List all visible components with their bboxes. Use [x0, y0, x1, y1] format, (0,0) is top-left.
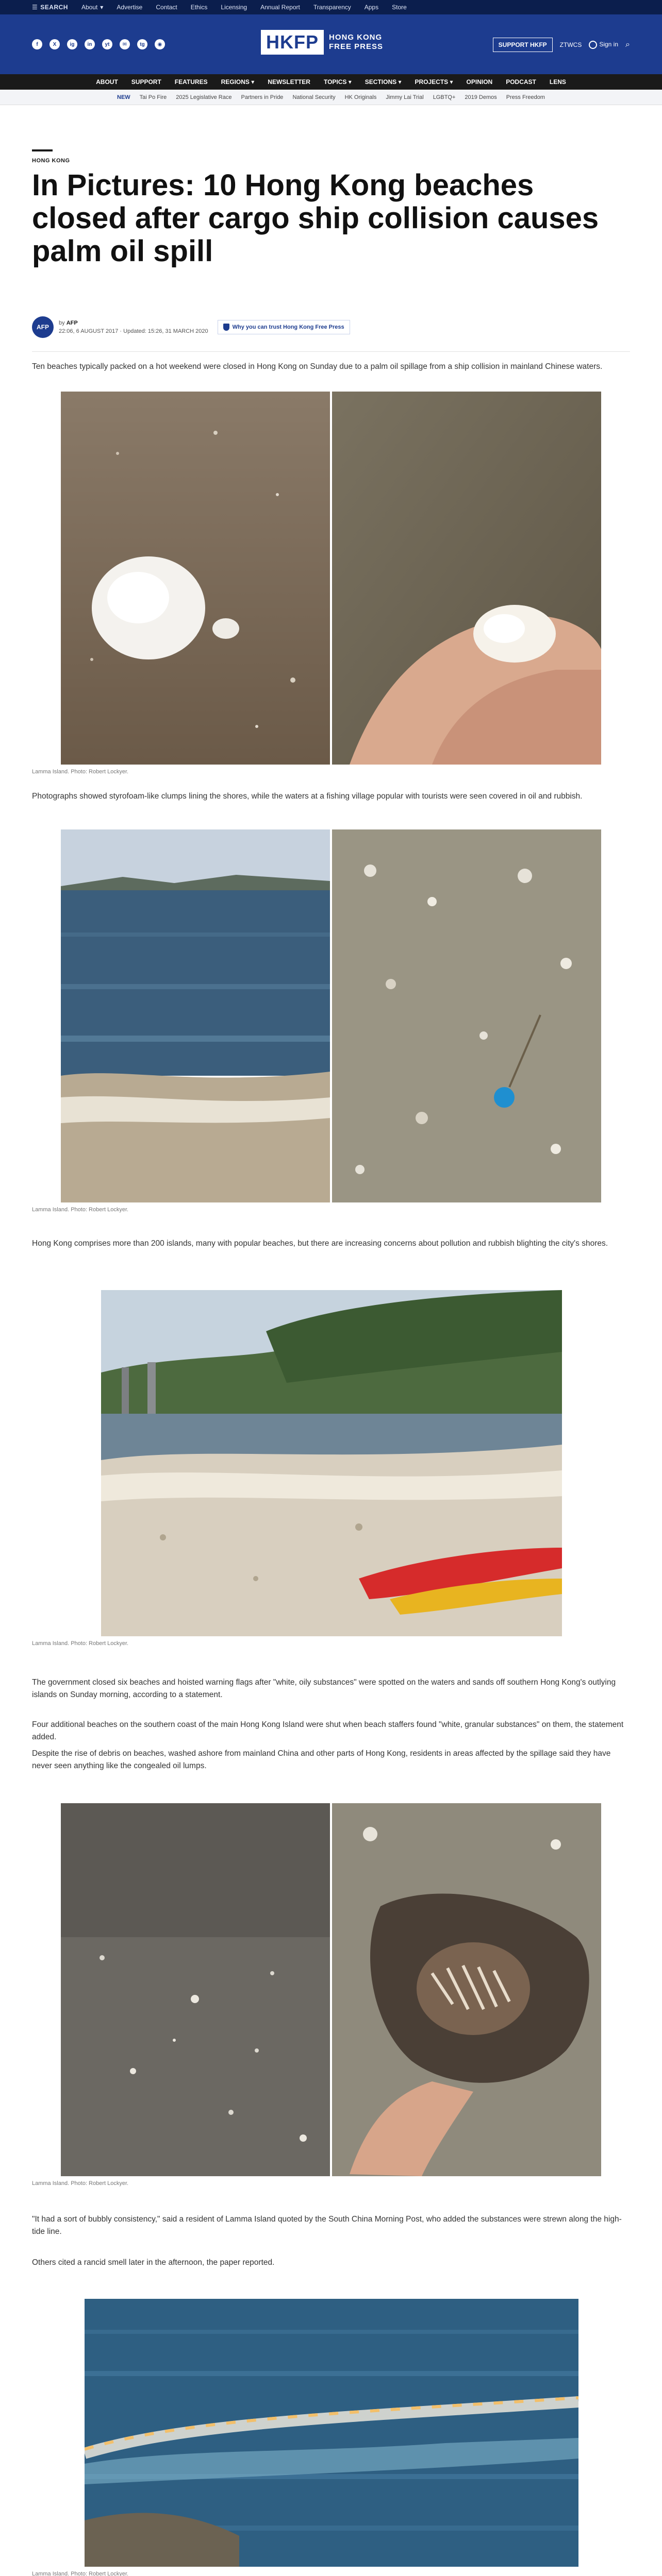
nav-opinion[interactable]: OPINION	[466, 78, 493, 86]
logo-text: HONG KONG FREE PRESS	[329, 33, 384, 51]
byline	[32, 316, 630, 338]
trending-link[interactable]: 2025 Legislative Race	[176, 94, 232, 100]
menu-icon: ☰	[32, 4, 38, 11]
trending-link[interactable]: LGBTQ+	[433, 94, 456, 100]
utility-apps[interactable]: Apps	[364, 4, 379, 11]
photo-oil-barrier	[85, 2299, 578, 2567]
new-badge: NEW	[117, 94, 130, 100]
trending-link[interactable]: HK Originals	[344, 94, 377, 100]
trending-link[interactable]: National Security	[292, 94, 336, 100]
utility-about[interactable]: About ▾	[81, 4, 104, 11]
social-links	[32, 39, 165, 49]
site-logo[interactable]	[261, 30, 383, 55]
telegram-icon[interactable]: tg	[137, 39, 147, 49]
mail-icon[interactable]: ✉	[120, 39, 130, 49]
trending-link[interactable]: Partners in Pride	[241, 94, 284, 100]
photo-caption: Lamma Island. Photo: Robert Lockyer.	[32, 1640, 129, 1647]
language-switch[interactable]: ZTWCS	[559, 41, 582, 48]
utility-store[interactable]: Store	[392, 4, 407, 11]
trust-link[interactable]: Why you can trust Hong Kong Free Press	[218, 320, 350, 334]
article-paragraph: Despite the rise of debris on beaches, washed ashore from mainland China and other parts of Hong Kong, residents in areas affected by the spillage said they have never seen anything like the congealed oil lumps.	[32, 1749, 611, 1770]
utility-ethics[interactable]: Ethics	[190, 4, 208, 11]
author-avatar[interactable]: AFP	[32, 316, 54, 338]
site-header	[0, 14, 662, 74]
facebook-icon[interactable]: f	[32, 39, 42, 49]
trending-link[interactable]: Press Freedom	[506, 94, 545, 100]
threads-icon[interactable]: ◉	[155, 39, 165, 49]
article-paragraph: Photographs showed styrofoam-like clumps lining the shores, while the waters at a fishing village popular with tourists were seen covered in oil and rubbish.	[32, 792, 583, 801]
support-button[interactable]: SUPPORT HKFP	[493, 38, 553, 52]
instagram-icon[interactable]: ig	[67, 39, 77, 49]
utility-bar	[0, 0, 662, 14]
trending-link[interactable]: Tai Po Fire	[139, 94, 167, 100]
logo-mark: HKFP	[261, 30, 324, 55]
article-paragraph: "It had a sort of bubbly consistency," said a resident of Lamma Island quoted by the South China Morning Post, who added the substances were strewn along the high-tide line.	[32, 2215, 622, 2236]
nav-features[interactable]: FEATURES	[174, 78, 208, 86]
nav-sections[interactable]: SECTIONS ▾	[365, 78, 402, 86]
article-category[interactable]: HONG KONG	[32, 158, 70, 164]
utility-licensing[interactable]: Licensing	[221, 4, 247, 11]
chevron-down-icon: ▾	[100, 4, 104, 11]
kicker-bar	[32, 149, 53, 151]
primary-nav	[0, 74, 662, 90]
x-icon[interactable]: X	[49, 39, 60, 49]
photo-beach-kayak	[101, 1290, 562, 1636]
trending-nav	[0, 90, 662, 105]
article-headline: In Pictures: 10 Hong Kong beaches closed after cargo ship collision causes palm oil spill	[32, 168, 599, 268]
photo-caption: Lamma Island. Photo: Robert Lockyer.	[32, 2180, 129, 2187]
shield-icon	[223, 324, 229, 331]
nav-newsletter[interactable]: NEWSLETTER	[268, 78, 310, 86]
user-icon	[589, 41, 597, 49]
photo-debris-fish	[61, 1803, 601, 2176]
article-paragraph: The government closed six beaches and hoisted warning flags after "white, oily substances" were spotted on the waters and sands off southern Hong Kong's outlying islands on Sunday morning, according to a statement.	[32, 1678, 616, 1699]
trending-link[interactable]: Jimmy Lai Trial	[386, 94, 424, 100]
signin-link[interactable]: Sign in	[589, 41, 618, 49]
utility-search[interactable]: ☰ SEARCH	[32, 4, 68, 11]
photo-caption: Lamma Island. Photo: Robert Lockyer.	[32, 769, 129, 775]
article-dates: 22:06, 6 AUGUST 2017 · Updated: 15:26, 31 MARCH 2020	[59, 328, 208, 334]
utility-annual-report[interactable]: Annual Report	[260, 4, 300, 11]
photo-caption: Lamma Island. Photo: Robert Lockyer.	[32, 2571, 129, 2576]
article-paragraph: Hong Kong comprises more than 200 islands, many with popular beaches, but there are increasing concerns about pollution and rubbish blighting the city's shores.	[32, 1239, 608, 1248]
nav-projects[interactable]: PROJECTS ▾	[415, 78, 453, 86]
header-actions	[493, 38, 630, 52]
article-paragraph: Others cited a rancid smell later in the afternoon, the paper reported.	[32, 2258, 275, 2267]
nav-support[interactable]: SUPPORT	[131, 78, 161, 86]
nav-podcast[interactable]: PODCAST	[506, 78, 536, 86]
linkedin-icon[interactable]: in	[85, 39, 95, 49]
nav-about[interactable]: ABOUT	[96, 78, 118, 86]
utility-contact[interactable]: Contact	[156, 4, 177, 11]
author-link[interactable]: AFP	[66, 320, 78, 326]
article-paragraph: Ten beaches typically packed on a hot weekend were closed in Hong Kong on Sunday due to a palm oil spillage from a ship collision in mainland Chinese waters.	[32, 362, 603, 371]
photo-caption: Lamma Island. Photo: Robert Lockyer.	[32, 1207, 129, 1213]
photo-palm-oil-clumps	[61, 392, 601, 765]
trending-link[interactable]: 2019 Demos	[465, 94, 497, 100]
article-paragraph: Four additional beaches on the southern coast of the main Hong Kong Island were shut when beach staffers found "white, granular substances" on them, the statement added.	[32, 1720, 624, 1741]
youtube-icon[interactable]: yt	[102, 39, 112, 49]
utility-transparency[interactable]: Transparency	[313, 4, 351, 11]
byline-meta: by AFP 22:06, 6 AUGUST 2017 · Updated: 15:26, 31 MARCH 2020	[59, 320, 208, 334]
utility-advertise[interactable]: Advertise	[117, 4, 143, 11]
divider	[32, 351, 630, 352]
nav-regions[interactable]: REGIONS ▾	[221, 78, 255, 86]
photo-polluted-shore	[61, 829, 601, 1202]
nav-lens[interactable]: LENS	[549, 78, 566, 86]
nav-topics[interactable]: TOPICS ▾	[323, 78, 352, 86]
search-icon[interactable]: ⌕	[625, 40, 630, 49]
